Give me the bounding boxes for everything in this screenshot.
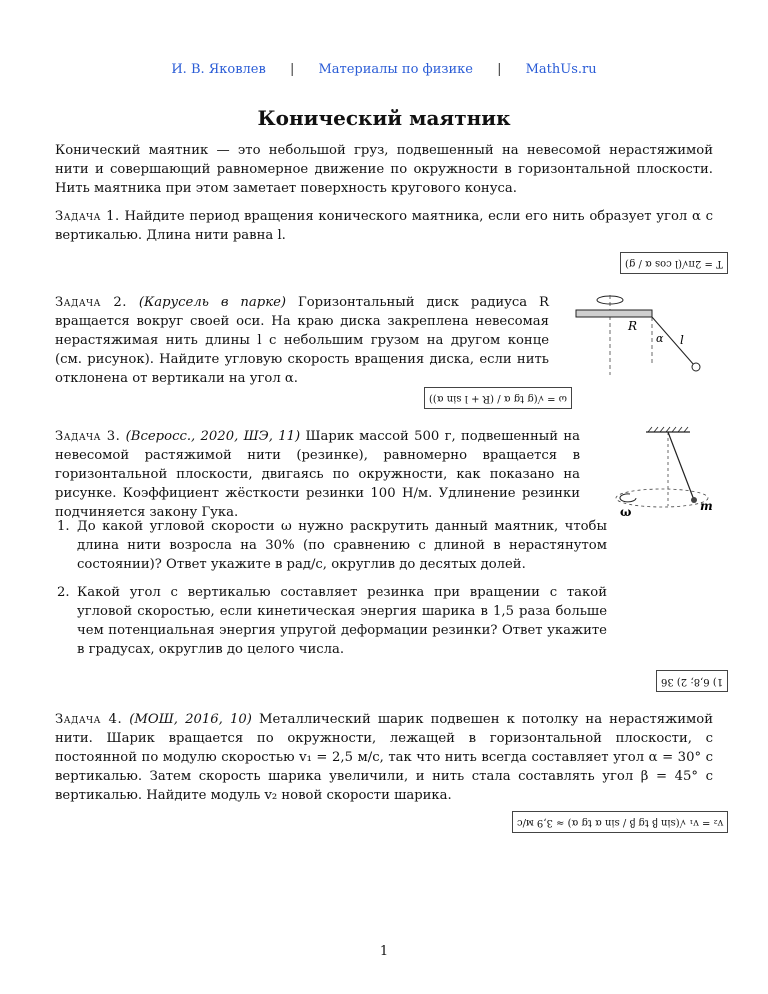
- item-text: До какой угловой скорости ω нужно раскрутить данный маятник, чтобы длина нити возросла на 30% (по сравнению с длиной в нерастянутом состоянии)? Ответ укажите в рад/с, округлив до десятых долей.: [77, 519, 607, 572]
- disk: [576, 310, 652, 317]
- rubber-pendulum-figure: [612, 424, 722, 519]
- answer-box-2: [424, 387, 572, 409]
- task-label: Задача 2.: [55, 295, 127, 310]
- label-R: R: [628, 319, 638, 333]
- header-separator: |: [289, 62, 295, 77]
- answer-text: 1) 6,8; 2) 36: [660, 676, 723, 687]
- intro-paragraph: Конический маятник — это небольшой груз, подвешенный на невесомой нерастяжимой нити и совершающий равномерное движение по окружности в горизонтальной плоскости. Нить маятника при этом заметает поверхность кругового конуса.: [55, 143, 713, 196]
- answer-box-1: [620, 252, 728, 274]
- carousel-figure: [570, 290, 720, 380]
- item-number: 2.: [57, 585, 70, 600]
- task-text: Шарик массой 500 г, подвешенный на невесомой растяжимой нити (резинке), равномерно вращается в горизонтальной плоскости, двигаясь по окружности, как показано на рисунке. Коэффициент жёсткости резинки 100 Н/м. Удлинение резинки подчиняется закону Гука.: [55, 429, 580, 520]
- answer-text: ω = √(g tg α / (R + l sin α)): [429, 393, 567, 404]
- author-link[interactable]: И. В. Яковлев: [171, 62, 266, 77]
- task-text: Найдите период вращения конического маятника, если его нить образует угол α с вертикалью. Длина нити равна l.: [55, 209, 713, 243]
- task-text: Металлический шарик подвешен к потолку на нерастяжимой нити. Шарик вращается по окружности, лежащей в горизонтальной плоскости, с постоянной по модулю скоростью v₁ = 2,5 м/с, так что нить всегда составляет угол α = 30° с вертикалью. Затем скорость шарика увеличили, и нить стала составлять угол β = 45° с вертикалью. Найдите модуль v₂ новой скорости шарика.: [55, 712, 713, 803]
- answer-box-4: [512, 811, 728, 833]
- materials-link[interactable]: Материалы по физике: [318, 62, 473, 77]
- label-omega: ω: [620, 505, 632, 519]
- page-number: 1: [379, 944, 389, 959]
- task-source: (МОШ, 2016, 10): [129, 712, 252, 727]
- list-item: [57, 583, 607, 659]
- page-header: [0, 62, 768, 77]
- weight: [692, 363, 700, 371]
- ceiling-hatching: [648, 427, 688, 432]
- ball: [691, 497, 697, 503]
- label-l: l: [680, 333, 684, 347]
- label-alpha: α: [656, 332, 664, 345]
- item-text: Какой угол с вертикалью составляет резинка при вращении с такой угловой скоростью, если кинетическая энергия шарика в 1,5 раза больше чем потенциальная энергия упругой деформации резинки? Ответ укажите в градусах, округлив до целого числа.: [77, 585, 607, 657]
- page-title: Конический маятник: [257, 106, 511, 130]
- header-separator: |: [497, 62, 502, 77]
- task-source: (Всеросс., 2020, ШЭ, 11): [125, 429, 301, 444]
- task-text: Горизонтальный диск радиуса R вращается вокруг своей оси. На краю диска закреплена невесомая нерастяжимая нить длины l с небольшим грузом на другом конце (см. рисунок). Найдите угловую скорость вращения диска, если нить отклонена от вертикали на угол α.: [55, 295, 549, 386]
- task-label: Задача 4.: [55, 712, 123, 727]
- answer-box-3: [656, 670, 728, 692]
- task-3: [55, 427, 580, 522]
- task-2: [55, 293, 549, 388]
- label-m: m: [700, 499, 713, 513]
- answer-text: v₂ = v₁ √(sin β tg β / sin α tg α) ≈ 3,9 м/с: [516, 817, 723, 828]
- list-item: [57, 517, 607, 574]
- task-label: Задача 1.: [55, 209, 120, 224]
- task-label: Задача 3.: [55, 429, 121, 444]
- task-1: [55, 207, 713, 245]
- task-source: (Карусель в парке): [138, 295, 287, 310]
- site-link[interactable]: MathUs.ru: [525, 62, 597, 77]
- answer-text: T = 2π√(l cos α / g): [625, 258, 723, 269]
- task-4: [55, 710, 713, 805]
- item-number: 1.: [57, 519, 70, 534]
- rotation-arrow-icon: [620, 494, 636, 502]
